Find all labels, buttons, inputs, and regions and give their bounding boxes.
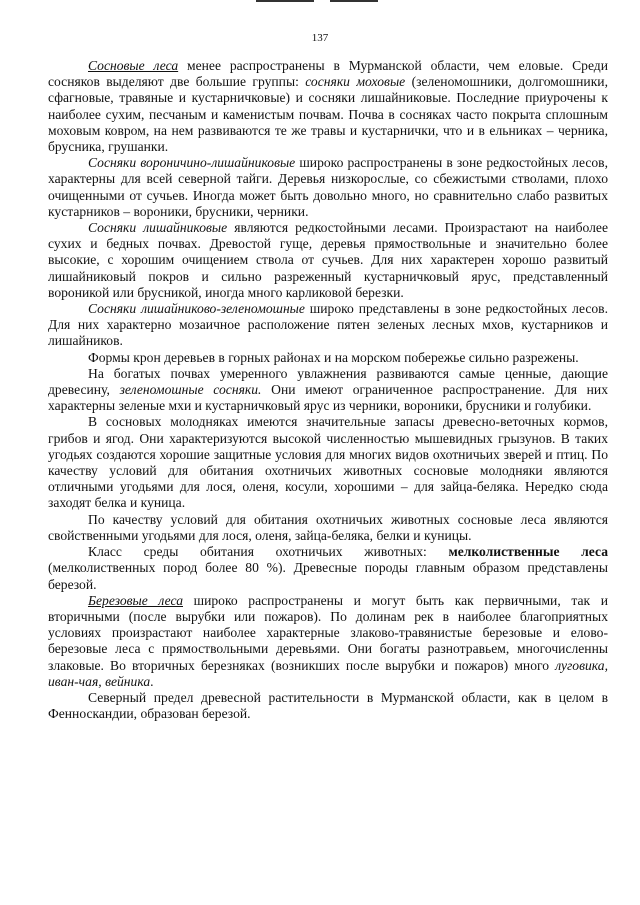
emphasized-term: Сосняки лишайниково-зеленомошные <box>88 301 305 317</box>
paragraph <box>48 366 608 415</box>
top-rule-right <box>330 0 378 2</box>
paragraph <box>48 350 608 366</box>
top-rule-left <box>256 0 314 2</box>
text-run: являются редкостойными лесами. Произрастают на наиболее сухих и бедных почвах. Древостой гуще, деревья прямоствольные и значительно более высокие, с хорошим очищением ствола от сучьев. Для них характерен хорошо развитый лишайниковый покров и сильно разреженный кустарничковый ярус, представленный вороникой или брусникой, иногда много карликовой березки. <box>48 220 608 300</box>
text-run: . <box>150 673 154 689</box>
text-run: По качеству условий для обитания охотничьих животных сосновые леса являются свойственными угодьями для лося, оленя, зайца-беляка, белки и куницы. <box>48 511 608 543</box>
text-run: В сосновых молодняках имеются значительные запасы древесно-веточных кормов, грибов и ягод. Они характеризуются высокой численностью мышевидных грызунов. В таких угодьях создаются хорошие защитные условия для многих видов охотничьих зверей и птиц. По качеству условий для обитания охотничьих животных сосновые молодняки являются отличными угодьями для лося, оленя, косули, хорошими – для зайца-беляка. Нередко сюда заходят белка и куница. <box>48 414 608 511</box>
paragraph <box>48 690 608 722</box>
paragraph <box>48 544 608 593</box>
paragraph <box>48 155 608 220</box>
text-run: Северный предел древесной растительности в Мурманской области, как в целом в Фенноскандии, образован березой. <box>48 689 608 722</box>
text-run: Формы крон деревьев в горных районах и на морском побережье сильно разрежены. <box>88 349 579 365</box>
text-run: (зеленомошники, долгомошники, сфагновые, травяные и кустарничковые) и сосняки лишайниковые. Последние приурочены к наиболее сухим, песчаным и каменистым почвам. Почва в сосняках часто покрыта сплошным моховым ковром, на нем развиваются те же травы и кустарнички, что и в ельниках – черника, брусника, грушанки. <box>48 74 608 155</box>
page-number: 137 <box>311 32 329 44</box>
text-run: На богатых почвах умеренного увлажнения развиваются самые ценные, дающие древесину, <box>48 365 608 398</box>
emphasized-term: зеленомошные сосняки. <box>119 382 262 398</box>
emphasized-term: сосняки моховые <box>305 74 406 90</box>
paragraph <box>48 301 608 350</box>
paragraph <box>48 58 608 155</box>
text-run: Класс среды обитания охотничьих животных: <box>88 544 449 560</box>
emphasized-term: Сосновые леса <box>88 58 179 73</box>
emphasized-term: Березовые леса <box>88 592 183 608</box>
text-run: (мелколиственных пород более 80 %). Древесные породы главным образом представлены березой. <box>48 560 608 592</box>
text-run: Они имеют ограниченное распространение. Для них характерны зеленые мхи и кустарничковый ярус из черники, вороники, брусники и голубики. <box>48 382 608 414</box>
text-run: менее распространены в Мурманской области, чем еловые. Среди сосняков выделяют две большие группы: <box>48 58 608 90</box>
text-run: широко распространены в зоне редкостойных лесов, характерны для всей северной тайги. Деревья низкорослые, со сбежистыми стволами, плохо очищенными от сучьев. Иногда может быть довольно много, но сравнительно слабо развитых кустарников – вороники, брусники, черники. <box>48 155 608 219</box>
text-run: широко распространены и могут быть как первичными, так и вторичными (после вырубки или пожаров). По долинам рек в наиболее благоприятных условиях произрастают наиболее характерные злаково-травянистые березовые и елово-березовые леса с прямоствольными деревьями. Они богаты разнотравьем, многочисленны злаковые. Во вторичных березняках (возникших после вырубки и пожаров) много <box>48 592 608 673</box>
paragraph <box>48 220 608 301</box>
paragraph <box>48 512 608 544</box>
page-body <box>48 58 608 722</box>
paragraph <box>48 593 608 690</box>
emphasized-term: луговика, иван-чая, вейника <box>48 657 608 689</box>
emphasized-term: Сосняки лишайниковые <box>88 220 228 236</box>
text-run: широко представлены в зоне редкостойных лесов. Для них характерно мозаичное расположение пятен зеленых лесных мхов, кустарников и лишайников. <box>48 301 608 349</box>
bold-term: мелколиственные леса <box>448 544 608 560</box>
emphasized-term: Сосняки вороничино-лишайниковые <box>88 155 296 171</box>
paragraph <box>48 414 608 511</box>
